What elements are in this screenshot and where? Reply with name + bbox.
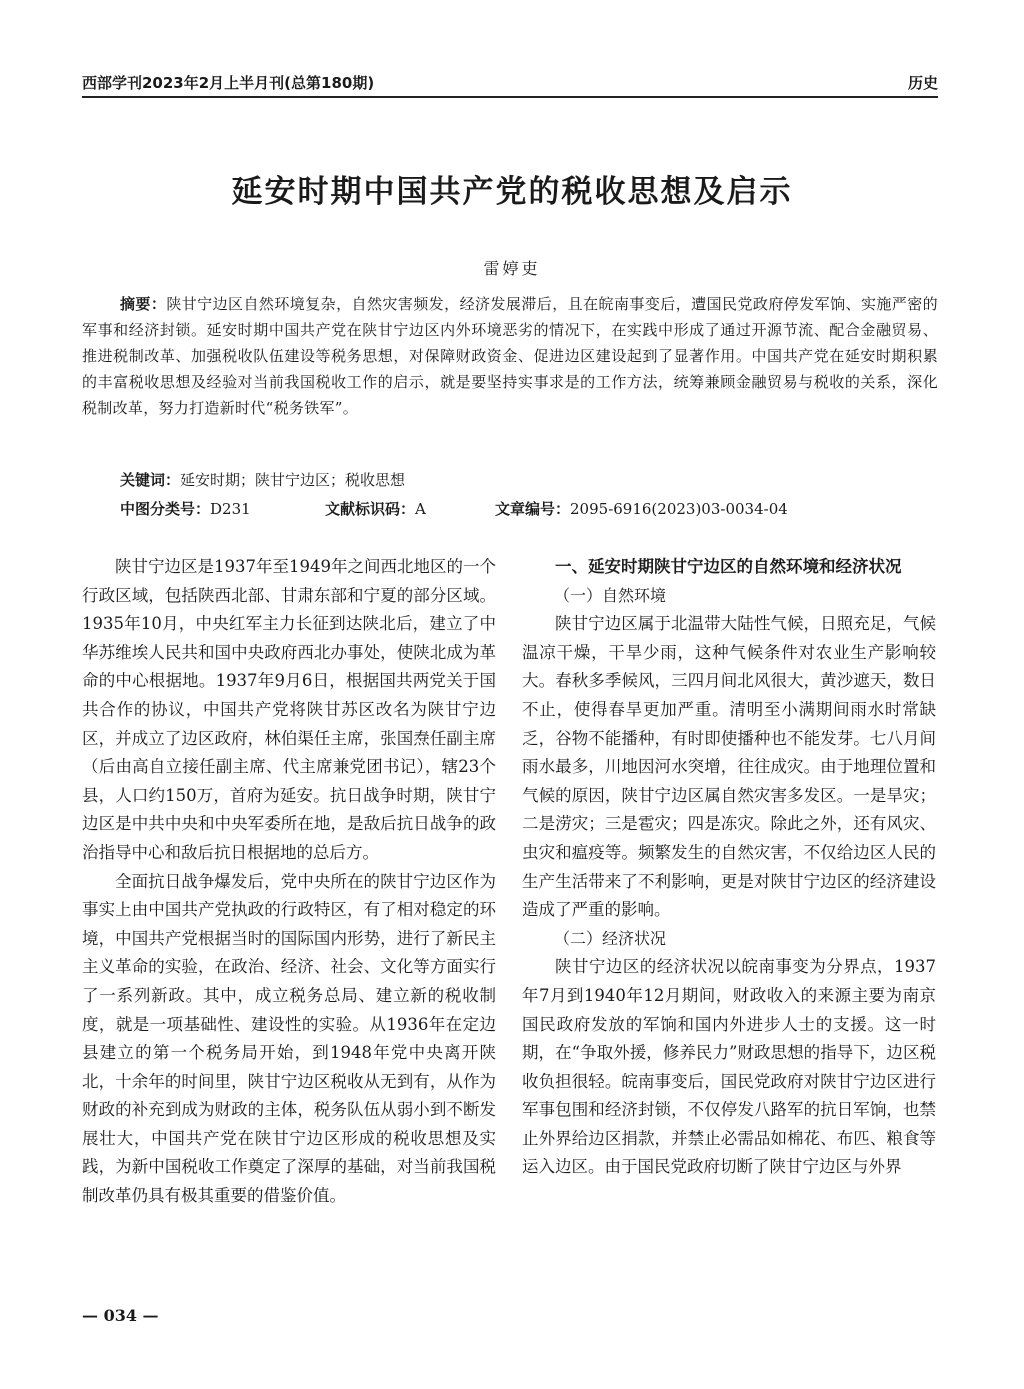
page-number: — 034 — (82, 1306, 159, 1325)
section-name: 历史 (907, 74, 938, 92)
abstract (82, 291, 938, 421)
body-paragraph: 全面抗日战争爆发后，党中央所在的陕甘宁边区作为事实上由中国共产党执政的行政特区，有了相对稳定的环境，中国共产党根据当时的国际国内形势，进行了新民主主义革命的实验，在政治、经济、社会、文化等方面实行了一系列新政。其中，成立税务总局、建立新的税收制度，就是一项基础性、建设性的实验。从1936年在定边县建立的第一个税务局开始，到1948年党中央离开陕北，十余年的时间里，陕甘宁边区税收从无到有，从作为财政的补充到成为财政的主体，税务队伍从弱小到不断发展壮大，中国共产党在陕甘宁边区形成的税收思想及实践，为新中国税收工作奠定了深厚的基础，对当前我国税制改革仍具有极其重要的借鉴价值。 (82, 871, 496, 1206)
body-paragraph: 陕甘宁边区属于北温带大陆性气候，日照充足，气候温凉干燥，干旱少雨，这种气候条件对农业生产影响较大。春秋多季候风，三四月间北风很大，黄沙遮天，数日不止，使得春旱更加严重。清明至小满期间雨水时常缺乏，谷物不能播种，有时即使播种也不能发芽。七八月间雨水最多，川地因河水突增，往往成灾。由于地理位置和气候的原因，陕甘宁边区属自然灾害多发区。一是旱灾；二是涝灾；三是雹灾；四是冻灾。除此之外，还有风灾、虫灾和瘟疫等。频繁发生的自然灾害，不仅给边区人民的生产生活带来了不利影响，更是对陕甘宁边区的经济建设造成了严重的影响。 (522, 614, 936, 920)
keywords-label: 关键词： (120, 471, 181, 489)
section-heading: 一、延安时期陕甘宁边区的自然环境和经济状况 (555, 557, 902, 576)
header-rule (82, 96, 938, 98)
left-column (82, 553, 496, 1211)
clc-label: 中图分类号： (120, 500, 211, 518)
article-title: 延安时期中国共产党的税收思想及启示 (231, 174, 793, 210)
article-number-label: 文章编号： (495, 500, 571, 518)
article-meta (120, 498, 938, 520)
author-name: 雷婷吏 (483, 259, 541, 278)
article-number-value: 2095-6916(2023)03-0034-04 (570, 500, 788, 518)
abstract-label: 摘要： (120, 295, 167, 313)
subsection-heading: （二）经济状况 (554, 928, 667, 948)
right-column (522, 553, 936, 1182)
keywords (120, 469, 405, 490)
doc-code-label: 文献标识码： (325, 500, 416, 518)
subsection-heading: （一）自然环境 (554, 585, 667, 605)
clc-number (120, 498, 251, 519)
body-paragraph: 陕甘宁边区是1937年至1949年之间西北地区的一个行政区域，包括陕西北部、甘肃东部和宁夏的部分区域。1935年10月，中央红军主力长征到达陕北后，建立了中华苏维埃人民共和国中央政府西北办事处，使陕北成为革命的中心根据地。1937年9月6日，根据国共两党关于国共合作的协议，中国共产党将陕甘苏区改名为陕甘宁边区，并成立了边区政府，林伯渠任主席，张国焘任副主席（后由高自立接任副主席、代主席兼党团书记），辖23个县，人口约150万，首府为延安。抗日战争时期，陕甘宁边区是中共中央和中央军委所在地，是敌后抗日战争的政治指导中心和敌后抗日根据地的总后方。 (82, 557, 496, 862)
doc-code-value: A (415, 500, 426, 518)
document-code (325, 498, 426, 519)
running-header (82, 72, 938, 98)
journal-issue: 西部学刊2023年2月上半月刊(总第180期) (82, 74, 375, 92)
body-paragraph: 陕甘宁边区的经济状况以皖南事变为分界点，1937年7月到1940年12月期间，财政收入的来源主要为南京国民政府发放的军饷和国内外进步人士的支援。这一时期，在“争取外援，修养民力”财政思想的指导下，边区税收负担很轻。皖南事变后，国民党政府对陕甘宁边区进行军事包围和经济封锁，不仅停发八路军的抗日军饷，也禁止外界给边区捐款，并禁止必需品如棉花、布匹、粮食等运入边区。由于国民党政府切断了陕甘宁边区与外界 (522, 957, 936, 1177)
clc-value: D231 (210, 500, 251, 518)
article-number (495, 498, 788, 519)
abstract-text: 陕甘宁边区自然环境复杂，自然灾害频发，经济发展滞后，且在皖南事变后，遭国民党政府停发军饷、实施严密的军事和经济封锁。延安时期中国共产党在陕甘宁边区内外环境恶劣的情况下，在实践中形成了通过开源节流、配合金融贸易、推进税制改革、加强税收队伍建设等税务思想，对保障财政资金、促进边区建设起到了显著作用。中国共产党在延安时期积累的丰富税收思想及经验对当前我国税收工作的启示，就是要坚持实事求是的工作方法，统筹兼顾金融贸易与税收的关系，深化税制改革，努力打造新时代“税务铁军”。 (82, 295, 938, 417)
keywords-text: 延安时期；陕甘宁边区；税收思想 (180, 471, 406, 489)
